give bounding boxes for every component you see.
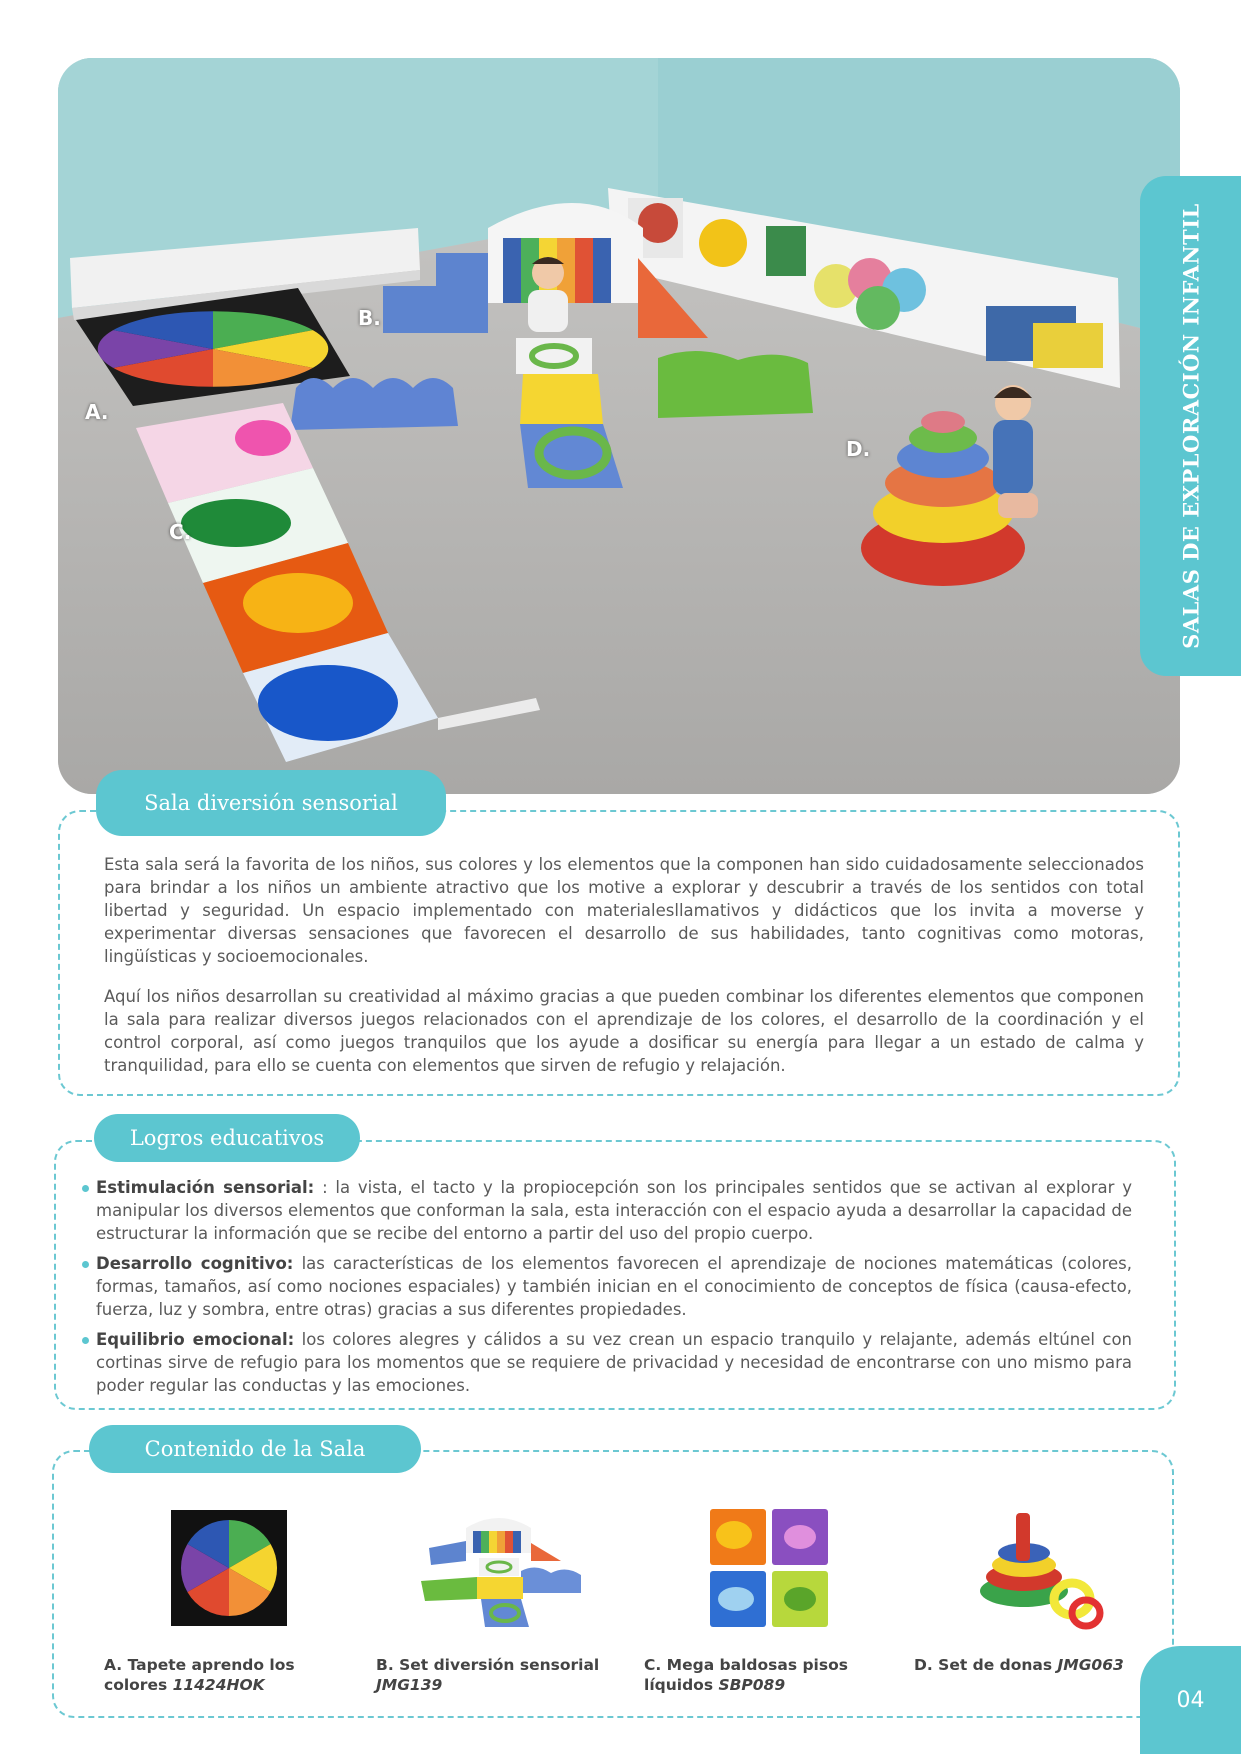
- logro-label: Equilibrio emocional:: [96, 1330, 295, 1349]
- product-code: JMG139: [376, 1676, 443, 1694]
- logro-item: [80, 1252, 1132, 1321]
- photo-label-b: B.: [358, 306, 381, 330]
- page-number: 04: [1176, 1687, 1205, 1713]
- hero-photo: [58, 58, 1180, 794]
- photo-label-c: C.: [169, 520, 192, 544]
- section-side-tab: [1140, 176, 1241, 676]
- product-name: C. Mega baldosas pisos líquidos: [644, 1656, 848, 1694]
- product-card: [914, 1500, 1164, 1675]
- product-name: A. Tapete aprendo los colores: [104, 1656, 295, 1694]
- product-caption: [376, 1655, 626, 1695]
- product-card: [644, 1500, 894, 1695]
- product-code: 11424HOK: [172, 1676, 265, 1694]
- logro-item: [80, 1328, 1132, 1397]
- product-image-sensory-set: [376, 1500, 626, 1635]
- photo-label-d: D.: [846, 437, 871, 461]
- sala-title: Sala diversión sensorial: [144, 791, 398, 815]
- product-caption: [104, 1655, 354, 1695]
- product-card: [104, 1500, 354, 1695]
- product-card: [376, 1500, 626, 1695]
- logro-label: Estimulación sensorial:: [96, 1178, 315, 1197]
- product-code: JMG063: [1057, 1656, 1124, 1674]
- contenido-title: Contenido de la Sala: [144, 1437, 366, 1461]
- sala-paragraph-1: Esta sala será la favorita de los niños, sus colores y los elementos que la componen han sido cuidadosamente seleccionados para brindar a los niños un ambiente atractivo que los motive a explorar y descubrir a través de los sentidos con total libertad y seguridad. Un espacio implementado con materialesllamativos y didácticos que los invita a moverse y experimentar diversas sensaciones que favorecen el desarrollo de sus habilidades, tanto cognitivas como motoras, lingüísticas y socioemocionales.: [104, 855, 1144, 966]
- sala-paragraph-2: Aquí los niños desarrollan su creatividad al máximo gracias a que pueden combinar los diferentes elementos que componen la sala para realizar diversos juegos relacionados con el aprendizaje de los colores, el desarrollo de la coordinación y el control corporal, así como juegos tranquilos que los ayude a dosificar su energía para llegar a un estado de calma y tranquilidad, para ello se cuenta con elementos que sirven de refugio y relajación.: [104, 987, 1144, 1075]
- logro-text: : la vista, el tacto y la propiocepción son los principales sentidos que se activan al explorar y manipular los diversos elementos que conforman la sala, esta interacción con el espacio ayuda a desarrollar la capacidad de estructurar la información que se recibe del entorno a partir del uso del propio cuerpo.: [96, 1178, 1132, 1243]
- logro-label: Desarrollo cognitivo:: [96, 1254, 294, 1273]
- logro-text: los colores alegres y cálidos a su vez crean un espacio tranquilo y relajante, además eltúnel con cortinas sirve de refugio para los momentos que se requiere de privacidad y necesidad de encontrarse con uno mismo para poder regular las conductas y las emociones.: [96, 1330, 1133, 1395]
- logro-item: [80, 1176, 1132, 1245]
- sala-title-pill: [96, 770, 446, 836]
- product-image-color-mat: [104, 1500, 354, 1635]
- page-number-tab: [1140, 1646, 1241, 1754]
- contenido-title-pill: [89, 1425, 421, 1473]
- product-code: SBP089: [718, 1676, 786, 1694]
- sensory-room-illustration: [58, 58, 1180, 794]
- side-tab-label: SALAS DE EXPLORACIÓN INFANTIL: [1178, 203, 1203, 649]
- logros-list: [80, 1176, 1132, 1404]
- photo-label-a: A.: [85, 400, 109, 424]
- product-name: B. Set diversión sensorial: [376, 1656, 600, 1674]
- product-caption: [914, 1655, 1164, 1675]
- product-image-donut-set: [914, 1500, 1164, 1635]
- logros-title: Logros educativos: [129, 1126, 325, 1150]
- product-caption: [644, 1655, 894, 1695]
- product-name: D. Set de donas: [914, 1656, 1058, 1674]
- logro-text: las características de los elementos favorecen el aprendizaje de nociones matemáticas (colores, formas, tamaños, así como nociones espaciales) y también inician en el conocimiento de conceptos de física (causa-efecto, fuerza, luz y sombra, entre otras) gracias a sus diferentes propiedades.: [96, 1254, 1132, 1319]
- logros-title-pill: [94, 1114, 360, 1162]
- product-image-liquid-tiles: [644, 1500, 894, 1635]
